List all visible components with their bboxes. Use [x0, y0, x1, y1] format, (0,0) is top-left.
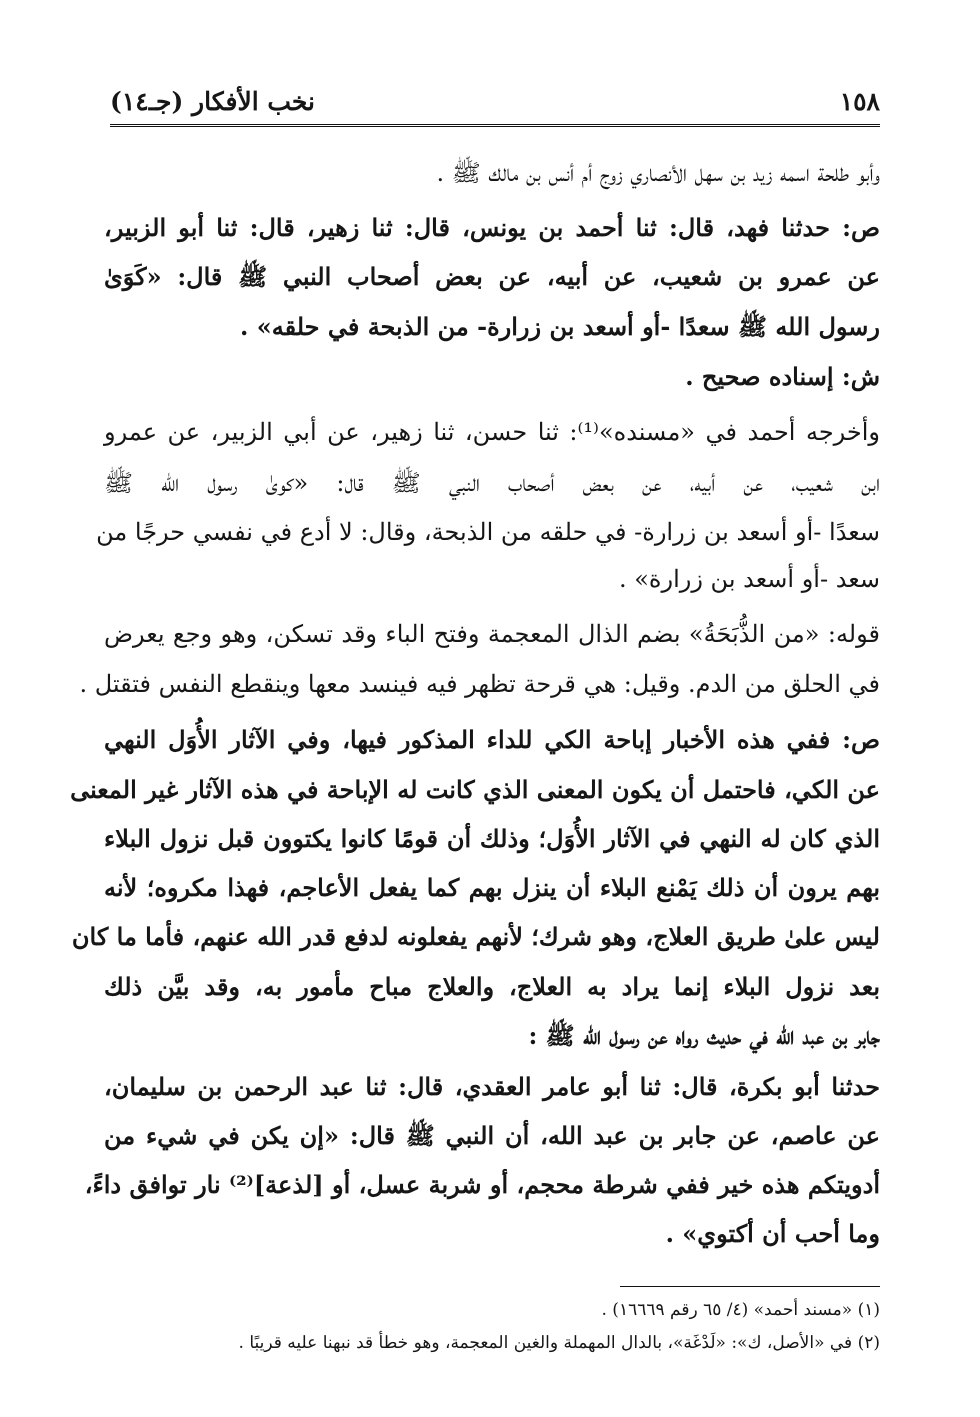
text-line: سعد -أو أسعد بن زرارة» . [618, 565, 880, 593]
text-line: بعد نزول البلاء إنما يراد به العلاج، والعلاج مباح مأمور به، وقد بيَّن ذلك [104, 972, 880, 1001]
text-line: الذي كان له النهي في الآثار الأُوَل؛ وذلك أن قومًا كانوا يكتوون قبل نزول البلاء [104, 824, 880, 853]
text-line: جابر بن عبد الله في حديث رواه عن رسول الله ﷺ : [528, 1021, 880, 1050]
text-line: في الحلق من الدم. وقيل: هي قرحة تظهر فيه فينسد معها وينقطع النفس فتقتل . [79, 670, 880, 698]
text-line: سعدًا -أو أسعد بن زرارة- في حلقه من الذبحة، وقال: لا أدع في نفسي حرجًا من [96, 518, 880, 546]
footnote: (٢) في «الأصل، ك»: «لَدْغَة»، بالدال المهملة والغين المعجمة، وهو خطأ قد نبهنا عليه قريبًا . [238, 1333, 880, 1353]
text-line: عن عمرو بن شعيب، عن أبيه، عن بعض أصحاب النبي ﷺ قال: «كَوَىٰ [104, 262, 880, 291]
text-line: أدويتكم هذه خير ففي شرطة محجم، أو شربة عسل، أو [لذعة]⁽²⁾ نار توافق داءً، [84, 1170, 880, 1199]
footnote: (١) «مسند أحمد» (٤/ ٦٥ رقم ١٦٦٦٩) . [601, 1300, 880, 1320]
text-line: عن الكي، فاحتمل أن يكون المعنى الذي كانت له الإباحة في هذه الآثار غير المعنى [70, 775, 880, 804]
footnote-rule [620, 1286, 880, 1287]
text-line: قوله: «من الذُّبَحَةُ» بضم الذال المعجمة وفتح الباء وقد تسكن، وهو وجع يعرض [104, 620, 880, 648]
text-line: حدثنا أبو بكرة، قال: ثنا أبو عامر العقدي، قال: ثنا عبد الرحمن بن سليمان، [104, 1072, 880, 1101]
text-line: ص: ففي هذه الأخبار إباحة الكي للداء المذكور فيها، وفي الآثار الأُوَل النهي [104, 725, 880, 754]
text-line: بهم يرون أن ذلك يَمْنع البلاء أن ينزل بهم كما يفعل الأعاجم، فهذا مكروه؛ لأنه [104, 873, 881, 902]
text-line: وأخرجه أحمد في «مسنده»⁽¹⁾: ثنا حسن، ثنا زهير، عن أبي الزبير، عن عمرو [104, 418, 880, 446]
page-number: ١٥٨ [839, 86, 880, 116]
text-line: عن عاصم، عن جابر بن عبد الله، أن النبي ﷺ قال: «إن يكن في شيء من [104, 1121, 880, 1150]
text-line: وأبو طلحة اسمه زيد بن سهل الأنصاري زوج أم أنس بن مالك ﷺ . [436, 159, 880, 187]
page-header [110, 82, 880, 120]
text-line: ص: حدثنا فهد، قال: ثنا أحمد بن يونس، قال: ثنا زهير، قال: ثنا أبو الزبير، [104, 213, 880, 242]
text-line: رسول الله ﷺ سعدًا -أو أسعد بن زرارة- من الذبحة في حلقه» . [240, 312, 880, 341]
book-title: نخب الأفكار (جـ١٤) [110, 86, 316, 116]
header-rule [110, 124, 880, 127]
text-line: وما أحب أن أكتوي» . [665, 1219, 880, 1248]
text-line: ابن شعيب، عن أبيه، عن بعض أصحاب النبي ﷺ قال: «كوىٰ رسول الله ﷺ [104, 469, 880, 497]
text-line: ش: إسناده صحيح . [685, 362, 880, 391]
text-line: ليس علىٰ طريق العلاج، وهو شرك؛ لأنهم يفعلونه لدفع قدر الله عنهم، فأما ما كان [71, 922, 880, 951]
